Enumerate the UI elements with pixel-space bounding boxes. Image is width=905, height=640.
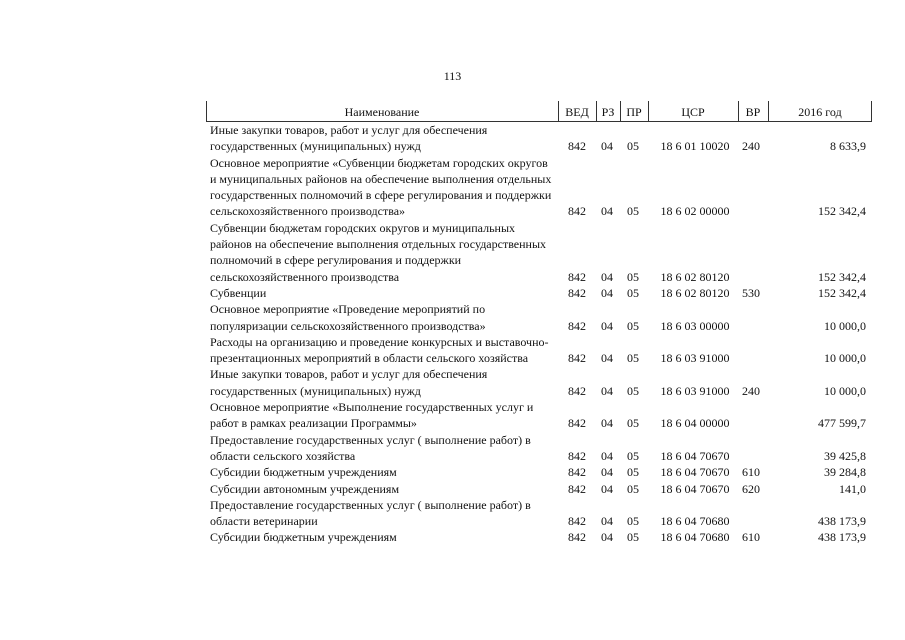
row-name: Субсидии бюджетным учреждениям [210,530,397,545]
header-name: Наименование [344,105,420,119]
row-name: Иные закупки товаров, работ и услуг для обеспечения государственных (муниципальных) нужд [210,123,488,154]
row-amount: 39 284,8 [824,465,866,480]
row-ved: 842 [568,416,586,431]
row-ved: 842 [568,530,586,545]
row-vr: 610 [742,530,760,545]
row-name: Субвенции [210,285,267,300]
row-csr: 18 6 03 00000 [660,318,730,333]
row-rz: 04 [601,448,613,463]
budget-table [206,101,872,546]
row-vr: 530 [742,285,760,300]
header-csr: ЦСР [681,105,705,119]
row-rz: 04 [601,351,613,366]
row-csr: 18 6 03 91000 [660,351,730,366]
row-name: Субсидии бюджетным учреждениям [210,465,397,480]
row-pr: 05 [627,448,639,463]
row-amount: 39 425,8 [824,448,866,463]
row-amount: 141,0 [839,481,866,496]
header-pr: ПР [626,105,642,119]
table-row [206,529,872,545]
row-amount: 438 173,9 [818,514,866,529]
row-pr: 05 [627,530,639,545]
row-csr: 18 6 03 91000 [660,383,730,398]
row-csr: 18 6 04 00000 [660,416,730,431]
row-name: Основное мероприятие «Проведение мероприятий по популяризации сельскохозяйственного производства» [210,302,486,333]
row-pr: 05 [627,481,639,496]
header-ved: ВЕД [565,105,589,119]
row-csr: 18 6 02 80120 [660,285,730,300]
row-name: Субвенции бюджетам городских округов и муниципальных районов на обеспечение выполнения отдельных государственных полномочий в сфере регулирования и поддержки сельскохозяйственного производства [210,220,547,284]
row-csr: 18 6 04 70670 [660,481,730,496]
row-ved: 842 [568,448,586,463]
row-rz: 04 [601,318,613,333]
row-name: Субсидии автономным учреждениям [210,481,400,496]
row-rz: 04 [601,204,613,219]
row-pr: 05 [627,416,639,431]
row-csr: 18 6 01 10020 [660,139,730,154]
row-csr: 18 6 02 80120 [660,269,730,284]
row-ved: 842 [568,139,586,154]
header-year: 2016 год [798,105,842,119]
row-csr: 18 6 04 70680 [660,514,730,529]
row-amount: 10 000,0 [824,351,866,366]
row-rz: 04 [601,383,613,398]
row-name: Предоставление государственных услуг ( выполнение работ) в области ветеринарии [210,497,531,529]
row-amount: 10 000,0 [824,318,866,333]
row-pr: 05 [627,204,639,219]
table-row [206,432,872,465]
row-ved: 842 [568,514,586,529]
table-row [206,155,872,220]
row-rz: 04 [601,139,613,154]
row-ved: 842 [568,204,586,219]
row-csr: 18 6 04 70680 [660,530,730,545]
row-ved: 842 [568,285,586,300]
row-pr: 05 [627,285,639,300]
row-pr: 05 [627,383,639,398]
row-amount: 477 599,7 [818,416,866,431]
row-rz: 04 [601,481,613,496]
row-ved: 842 [568,383,586,398]
row-ved: 842 [568,318,586,333]
table-row [206,334,872,367]
table-row [206,301,872,334]
row-name: Расходы на организацию и проведение конкурсных и выставочно-презентационных мероприятий в области сельского хозяйства [210,334,549,366]
header-rz: РЗ [601,105,615,119]
table-row [206,220,872,285]
page-number: 113 [443,69,462,83]
header-vr: ВР [745,105,761,119]
row-vr: 620 [742,481,760,496]
table-row [206,366,872,399]
row-name: Основное мероприятие «Выполнение государственных услуг и работ в рамках реализации Программы» [210,400,534,431]
row-vr: 240 [742,139,760,154]
table-row [206,481,872,497]
row-rz: 04 [601,269,613,284]
row-rz: 04 [601,530,613,545]
row-amount: 152 342,4 [818,204,866,219]
row-ved: 842 [568,269,586,284]
row-amount: 152 342,4 [818,269,866,284]
row-amount: 8 633,9 [830,139,866,154]
row-name: Иные закупки товаров, работ и услуг для обеспечения государственных (муниципальных) нужд [210,367,488,398]
row-ved: 842 [568,481,586,496]
table-row [206,464,872,480]
row-ved: 842 [568,465,586,480]
row-amount: 10 000,0 [824,383,866,398]
table-header [206,101,872,122]
row-name: Основное мероприятие «Субвенции бюджетам городских округов и муниципальных районов на обеспечение выполнения отдельных государственных полномочий в сфере регулирования и поддержки сельскохозяйственного производства» [210,155,552,219]
row-name: Предоставление государственных услуг ( выполнение работ) в области сельского хозяйства [210,432,531,463]
row-ved: 842 [568,351,586,366]
row-pr: 05 [627,514,639,529]
row-rz: 04 [601,416,613,431]
table-row [206,497,872,530]
table-row [206,285,872,301]
row-vr: 240 [742,383,760,398]
row-csr: 18 6 04 70670 [660,448,730,463]
row-pr: 05 [627,318,639,333]
row-pr: 05 [627,139,639,154]
table-row [206,399,872,432]
row-csr: 18 6 04 70670 [660,465,730,480]
row-csr: 18 6 02 00000 [660,204,730,219]
row-rz: 04 [601,285,613,300]
table-body [206,122,872,546]
row-pr: 05 [627,465,639,480]
row-amount: 152 342,4 [818,285,866,300]
row-pr: 05 [627,351,639,366]
table-row [206,122,872,155]
row-rz: 04 [601,465,613,480]
row-pr: 05 [627,269,639,284]
row-rz: 04 [601,514,613,529]
row-amount: 438 173,9 [818,530,866,545]
row-vr: 610 [742,465,760,480]
